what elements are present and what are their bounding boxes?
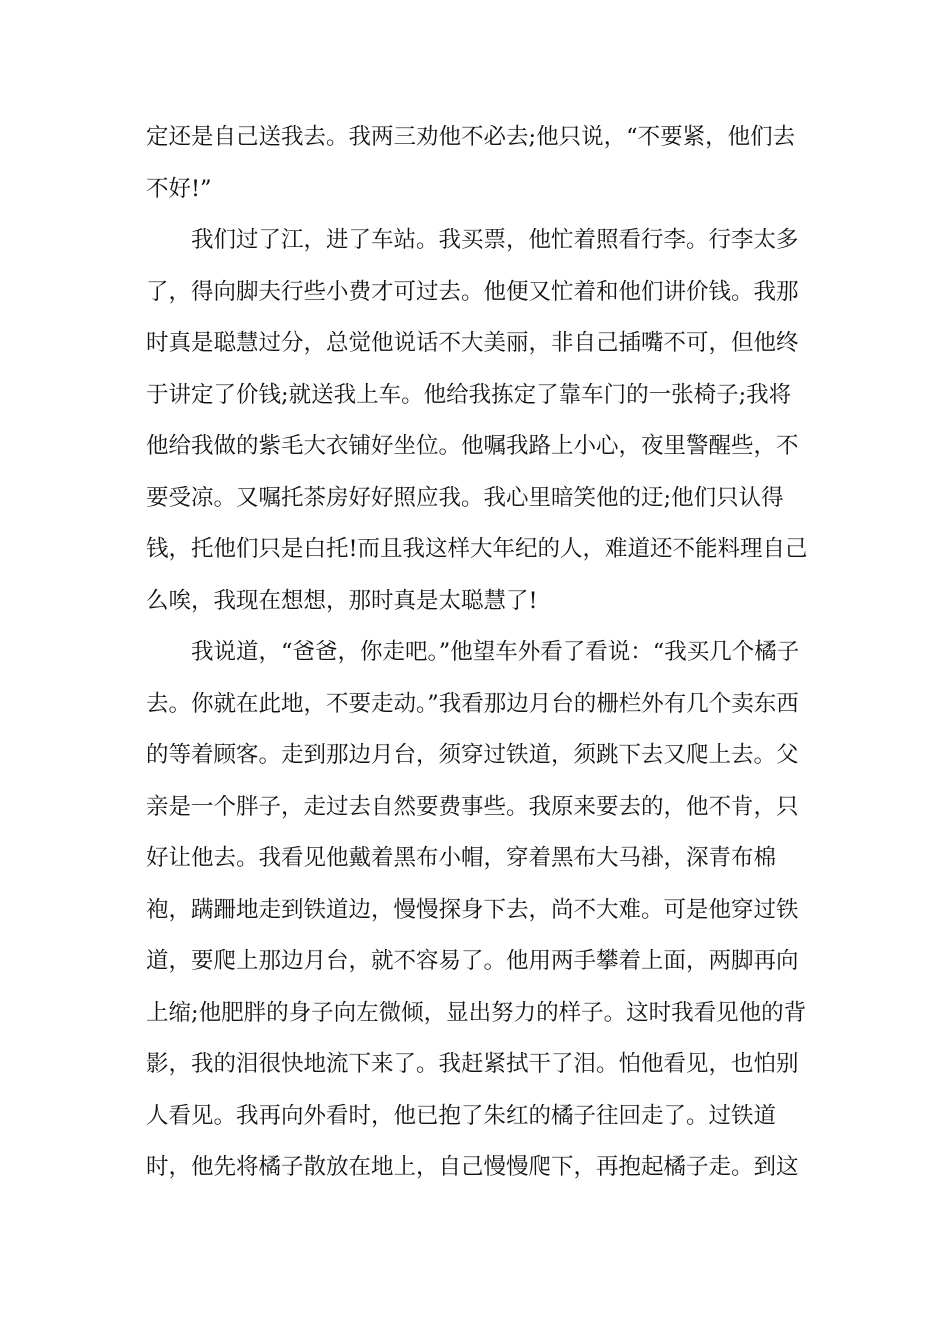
text-line: 袍，蹒跚地走到铁道边，慢慢探身下去，尚不大难。可是他穿过铁 <box>146 896 799 923</box>
text-line: 时，他先将橘子散放在地上，自己慢慢爬下，再抱起橘子走。到这 <box>146 1154 799 1180</box>
text-line: 亲是一个胖子，走过去自然要费事些。我原来要去的，他不肯，只 <box>146 793 799 820</box>
text-line: 了，得向脚夫行些小费才可过去。他便又忙着和他们讲价钱。我那 <box>146 278 799 305</box>
body-text <box>146 112 806 1194</box>
text-line: 人看见。我再向外看时，他已抱了朱红的橘子往回走了。过铁道 <box>146 1102 777 1129</box>
text-line: 他给我做的紫毛大衣铺好坐位。他嘱我路上小心，夜里警醒些，不 <box>146 433 799 459</box>
text-line: 定还是自己送我去。我两三劝他不必去;他只说，“不要紧，他们去 <box>146 124 796 150</box>
text-line: 道，要爬上那边月台，就不容易了。他用两手攀着上面，两脚再向 <box>146 948 799 974</box>
text-line: 不好!” <box>146 175 212 202</box>
paragraph-first-line: 我们过了江，进了车站。我买票，他忙着照看行李。行李太多 <box>191 227 799 253</box>
text-line: 于讲定了价钱;就送我上车。他给我拣定了靠车门的一张椅子;我将 <box>146 381 792 408</box>
text-line: 上缩;他肥胖的身子向左微倾，显出努力的样子。这时我看见他的背 <box>146 999 807 1026</box>
text-line: 么唉，我现在想想，那时真是太聪慧了! <box>146 587 538 614</box>
paragraph-first-line: 我说道，“爸爸，你走吧。”他望车外看了看说：“我买几个橘子 <box>191 639 800 665</box>
text-line: 好让他去。我看见他戴着黑布小帽，穿着黑布大马褂，深青布棉 <box>146 845 777 871</box>
text-line: 钱，托他们只是白托!而且我这样大年纪的人，难道还不能料理自己 <box>146 536 808 562</box>
text-line: 要受凉。又嘱托茶房好好照应我。我心里暗笑他的迂;他们只认得 <box>146 484 784 511</box>
text-line: 时真是聪慧过分，总觉他说话不大美丽，非自己插嘴不可，但他终 <box>146 330 799 356</box>
text-line: 去。你就在此地，不要走动。”我看那边月台的栅栏外有几个卖东西 <box>146 690 799 717</box>
text-line: 的等着顾客。走到那边月台，须穿过铁道，须跳下去又爬上去。父 <box>146 742 799 768</box>
text-line: 影，我的泪很快地流下来了。我赶紧拭干了泪。怕他看见，也怕别 <box>146 1051 799 1077</box>
